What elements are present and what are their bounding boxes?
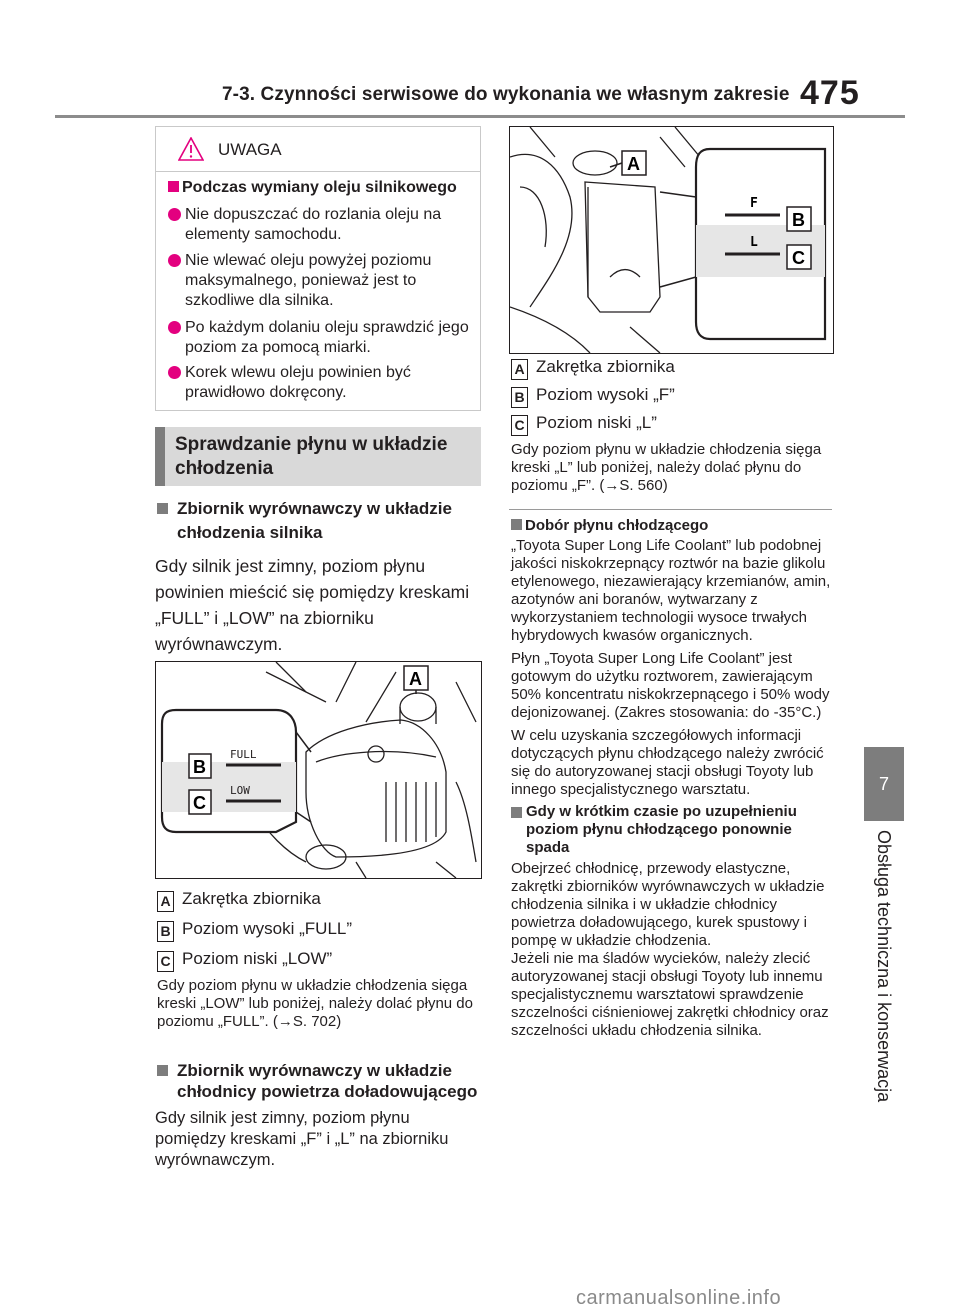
caption-key: A <box>511 359 528 380</box>
callout-c: C <box>193 793 206 813</box>
engine-bay-illustration-2 <box>510 127 833 353</box>
warning-triangle-icon <box>178 137 204 161</box>
caption-item <box>157 918 352 942</box>
watermark: carmanualsonline.info <box>576 1287 782 1309</box>
warning-box <box>155 126 481 411</box>
bullet-dot-icon <box>168 366 181 379</box>
low-mark-label: LOW <box>230 784 250 797</box>
header-rule <box>55 115 905 118</box>
chapter-side-label-text: Obsługa techniczna i konserwacja <box>874 830 894 1103</box>
full-mark-label: FULL <box>230 748 257 761</box>
body-text: Jeżeli nie ma śladów wycieków, należy zlecić autoryzowanej stacji obsługi Toyoty lub innemu specjalistycznemu warsztatowi sprawdzenie szczelności ciśnieniowej zakrętki chłodnicy oraz szczelności układu chłodzenia silnika. <box>511 950 829 1039</box>
chapter-side-label <box>860 830 908 1130</box>
warning-item-text: Nie dopuszczać do rozlania oleju na elementy samochodu. <box>185 206 442 243</box>
subsection-heading-text: Zbiornik wyrównawczy w układzie chłodnicy powietrza doładowującego <box>177 1061 478 1101</box>
warning-item <box>168 251 478 311</box>
coolant-heading <box>511 516 833 535</box>
bullet-dot-icon <box>168 208 181 221</box>
caption-item <box>157 948 332 972</box>
running-header: 7-3. Czynności serwisowe do wykonania we własnym zakresie <box>222 84 790 105</box>
caption-text: Zakrętka zbiornika <box>182 889 321 908</box>
coolant-choice-block <box>511 516 833 1040</box>
warning-item <box>168 318 478 358</box>
subsection-heading-text: Zbiornik wyrównawczy w układzie chłodzenia silnika <box>177 499 452 542</box>
caption-key: A <box>157 891 174 912</box>
bullet-dot-icon <box>168 254 181 267</box>
square-bullet-icon <box>511 519 522 530</box>
body-text: Obejrzeć chłodnicę, przewody elastyczne, zakrętki zbiorników wyrównawczych w układzie chłodzenia silnika i w układzie chłodnicy powietrza doładowującego, kurek spustowy i pompę w układzie chłodzenia. <box>511 860 825 949</box>
callout-a: A <box>409 669 422 689</box>
intercooler-reservoir-figure <box>509 126 834 354</box>
subsection-intercooler-reservoir <box>155 1060 481 1171</box>
callout-b: B <box>193 757 206 777</box>
caption-item <box>511 356 675 380</box>
engine-bay-illustration <box>156 662 481 878</box>
body-text: W celu uzyskania szczegółowych informacji dotyczących płynu chłodzącego należy zwrócić się do autoryzowanej stacji obsługi Toyoty lub innego specjalistycznego warsztatu. <box>511 727 824 798</box>
bullet-dot-icon <box>168 321 181 334</box>
chapter-tab[interactable]: 7 <box>864 747 904 821</box>
warning-item <box>168 363 478 403</box>
f-mark-label: F <box>750 196 758 211</box>
callout-a: A <box>627 154 640 174</box>
square-bullet-icon <box>157 503 168 514</box>
square-bullet-icon <box>168 181 179 192</box>
note-text: Gdy poziom płynu w układzie chłodzenia sięga kreski „L” lub poniżej, należy dolać płynu do poziomu „F”. (→S. 560) <box>511 441 822 494</box>
caption-text: Zakrętka zbiornika <box>536 357 675 376</box>
warning-subheading <box>168 179 457 197</box>
note-text: Gdy poziom płynu w układzie chłodzenia sięga kreski „LOW” lub poniżej, należy dolać płynu do poziomu „FULL”. (→S. 702) <box>157 977 473 1030</box>
square-bullet-icon <box>511 807 522 818</box>
caption-item <box>511 384 675 408</box>
caption-text: Poziom niski „LOW” <box>182 949 333 968</box>
warning-item-text: Korek wlewu oleju powinien być prawidłowo dokręcony. <box>185 364 411 401</box>
body-text: „Toyota Super Long Life Coolant” lub podobnej jakości niskokrzepnący roztwór na bazie glikolu etylenowego, niezawierający krzemianów, amin, azotynów ani boranów, wytwarzany z wykorzystaniem technologii wysoce trwałych hybrydowych kwasów organicznych. <box>511 537 831 644</box>
caption-item <box>157 888 321 912</box>
warning-subheading-text: Podczas wymiany oleju silnikowego <box>182 179 457 196</box>
warning-item <box>168 205 478 245</box>
caption-text: Poziom wysoki „F” <box>536 385 675 404</box>
callout-c: C <box>792 248 805 268</box>
warning-item-text: Po każdym dolaniu oleju sprawdzić jego poziom za pomocą miarki. <box>185 319 469 356</box>
body-text: Gdy silnik jest zimny, poziom płynu pomiędzy kreskami „F” i „L” na zbiorniku wyrównawczym. <box>155 1109 449 1169</box>
drop-heading-text: Gdy w krótkim czasie po uzupełnieniu poziom płynu chłodzącego ponownie spada <box>526 803 797 856</box>
caption-key: C <box>157 951 174 972</box>
caption-key: B <box>157 921 174 942</box>
section-heading: Sprawdzanie płynu w układzie chłodzenia <box>155 427 481 486</box>
caption-key: B <box>511 387 528 408</box>
caption-item <box>511 412 657 436</box>
drop-heading <box>511 803 833 857</box>
page-number: 475 <box>800 74 860 112</box>
l-mark-label: L <box>750 235 758 250</box>
callout-b: B <box>792 210 805 230</box>
engine-reservoir-figure <box>155 661 482 879</box>
caption-text: Poziom wysoki „FULL” <box>182 919 353 938</box>
divider <box>509 509 832 510</box>
subsection-heading <box>155 1060 481 1102</box>
subsection-engine-reservoir <box>155 497 481 657</box>
body-text: Gdy silnik jest zimny, poziom płynu powinien mieścić się pomiędzy kreskami „FULL” i „LOW” na zbiorniku wyrównawczym. <box>155 556 470 654</box>
warning-header <box>156 127 480 172</box>
caption-key: C <box>511 415 528 436</box>
warning-item-text: Nie wlewać oleju powyżej poziomu maksymalnego, ponieważ jest to szkodliwe dla silnika. <box>185 252 432 309</box>
square-bullet-icon <box>157 1065 168 1076</box>
body-text: Płyn „Toyota Super Long Life Coolant” jest gotowym do użytku roztworem, zawierającym 50% koncentratu niskokrzepnącego i 50% wody dejonizowanej. (Zakres stosowania: do -35°C.) <box>511 650 830 721</box>
warning-title: UWAGA <box>218 140 282 159</box>
caption-text: Poziom niski „L” <box>536 413 657 432</box>
subsection-heading <box>155 497 481 545</box>
coolant-heading-text: Dobór płynu chłodzącego <box>525 517 709 534</box>
